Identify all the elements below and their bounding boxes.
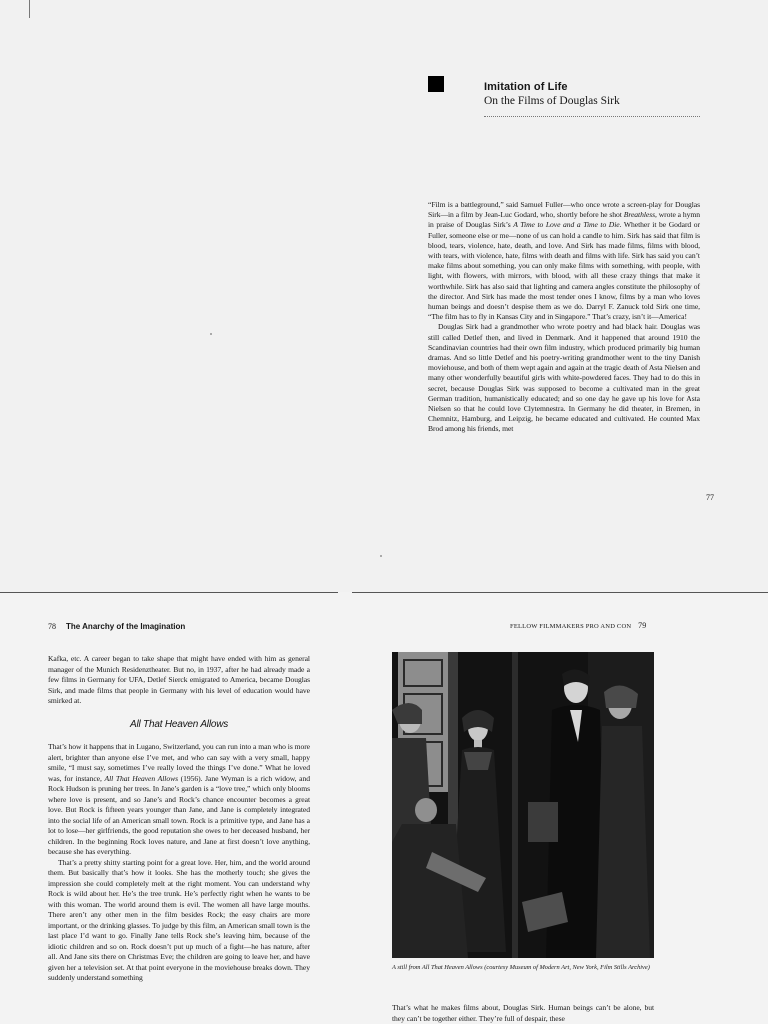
section-heading: All That Heaven Allows	[129, 718, 229, 730]
page-edge-rule	[0, 592, 338, 593]
margin-tick	[29, 0, 30, 18]
running-head-title: The Anarchy of the Imagination	[66, 622, 186, 631]
chapter-marker	[428, 76, 444, 92]
film-still-photo	[392, 652, 654, 958]
title-rule	[484, 116, 700, 117]
paragraph: Kafka, etc. A career began to take shape that might have ended with him as general manager of the Munich Residenztheater. But no, in 1937, after he had already made a few films in Germany for UFA, Detlef Sierck emigrated to America, became Douglas Sirk, and made films that people in Germany with his level of education would have smirked at.	[48, 654, 310, 705]
running-head-right	[510, 621, 646, 630]
scan-speck	[210, 333, 212, 335]
paragraph: That’s how it happens that in Lugano, Switzerland, you can run into a man who is more alert, brighter than anyone else I’ve met, and who can say with a very small, happy smile, “I must say, sometimes I’ve really loved the things I’ve done.” What he loved was, for instance, All That Heaven Allows (1956). Jane Wyman is a rich widow, and Rock Hudson is pruning her trees. In Jane’s garden is a “love tree,” which only blooms where love is present, and so Jane’s and Rock’s chance encounter becomes a great love. But Rock is fifteen years younger than Jane, and Jane is completely integrated into the social life of an American small town. Rock is a primitive type, and Jane has a lot to lose—her girlfriends, the good reputation she owes to her deceased husband, her children. In the beginning Rock loves nature, and Jane at first doesn’t love anything, because she has everything.	[48, 742, 310, 856]
page-edge-rule	[352, 592, 768, 593]
paragraph: Douglas Sirk had a grandmother who wrote poetry and had black hair. Douglas was still called Detlef then, and lived in Denmark. And it happened that around 1910 the Scandinavian countries had their own film industry, which produced primarily big human dramas. And so little Detlef and his poetry-writing grandmother went to the tiny Danish moviehouse, and both of them wept again and again at the tragic death of Asta Nielsen and many other wonderfully beautiful girls with white-powdered faces. They had to do this in secret, because Douglas Sirk was supposed to become a cultivated man in the great German tradition, humanistically educated; and so one day he gave up his love for Asta Nielsen so that he could love Clytemnestra. In Germany he did theater, in Bremen, in Chemnitz, Hamburg, and Leipzig, he became educated and cultivated. He counted Max Brod among his friends, met	[428, 322, 700, 434]
paragraph: That’s a pretty shitty starting point for a great love. Her, him, and the world around them. But basically that’s how it looks. She has the motherly touch; she gives the impression she could completely melt at the right moment. You can understand why Rock is wild about her. He’s the tree trunk. He’s perfectly right when he wants to be with this woman. The world around them is evil. The women all have large mouths. There aren’t any other men in the film besides Rock; the easy chairs are more important, or the drinking glasses. To judge by this film, an American small town is the last place I’d want to go. Finally Jane tells Rock she’s leaving him, because of the idiotic children and so on. Rock doesn’t put up much of a fight—he has nature, after all. And Jane sits there on Christmas Eve; the children are going to leave her, and have given her a television set. At that point everyone in the moviehouse breaks down. They suddenly understand something	[48, 857, 310, 982]
chapter-title: Imitation of Life	[484, 81, 568, 93]
paragraph: That’s what he makes films about, Douglas Sirk. Human beings can’t be alone, but they can’t be together either. They’re full of despair, these	[392, 1003, 654, 1023]
page-number: 78	[48, 622, 56, 631]
scan-speck	[380, 555, 382, 557]
paragraph: “Film is a battleground,” said Samuel Fuller—who once wrote a screen-play for Douglas Sirk—in a film by Jean-Luc Godard, who, shortly before he shot Breathless, wrote a hymn in praise of Douglas Sirk’s A Time to Love and a Time to Die. Whether it be Godard or Fuller, someone else or me—none of us can hold a candle to him. Sirk has said that film is blood, tears, violence, hate, death, and love. And Sirk has made films, films with blood, with tears, with violence, hate, films with death and films with life. Sirk has said you can’t make films about something, you can only make films with something, with people, with light, with flowers, with mirrors, with blood, with all these crazy things that make it worthwhile. Sirk has also said that lighting and camera angles constitute the philosophy of the director. And Sirk has made the most tender ones I know, films by a man who loves human beings and doesn’t despise them as we do. Darryl F. Zanuck told Sirk one time, “The film has to fly in Kansas City and in Singapore.” That’s crazy, isn’t it—America!	[428, 200, 700, 322]
running-head-left	[48, 622, 185, 631]
right-column-text	[392, 1003, 654, 1024]
page-spread-78-79	[0, 592, 768, 1024]
left-column-text	[48, 654, 310, 984]
page-number: 77	[706, 493, 714, 502]
chapter-subtitle: On the Films of Douglas Sirk	[484, 95, 620, 107]
page-number: 79	[638, 621, 647, 630]
photo-caption: A still from All That Heaven Allows (courtesy Museum of Modern Art, New York, Film Stills Archive)	[392, 964, 650, 971]
running-head-title: FELLOW FILMMAKERS PRO AND CON	[510, 623, 632, 630]
essay-text	[428, 200, 700, 435]
film-still-illustration	[392, 652, 654, 958]
